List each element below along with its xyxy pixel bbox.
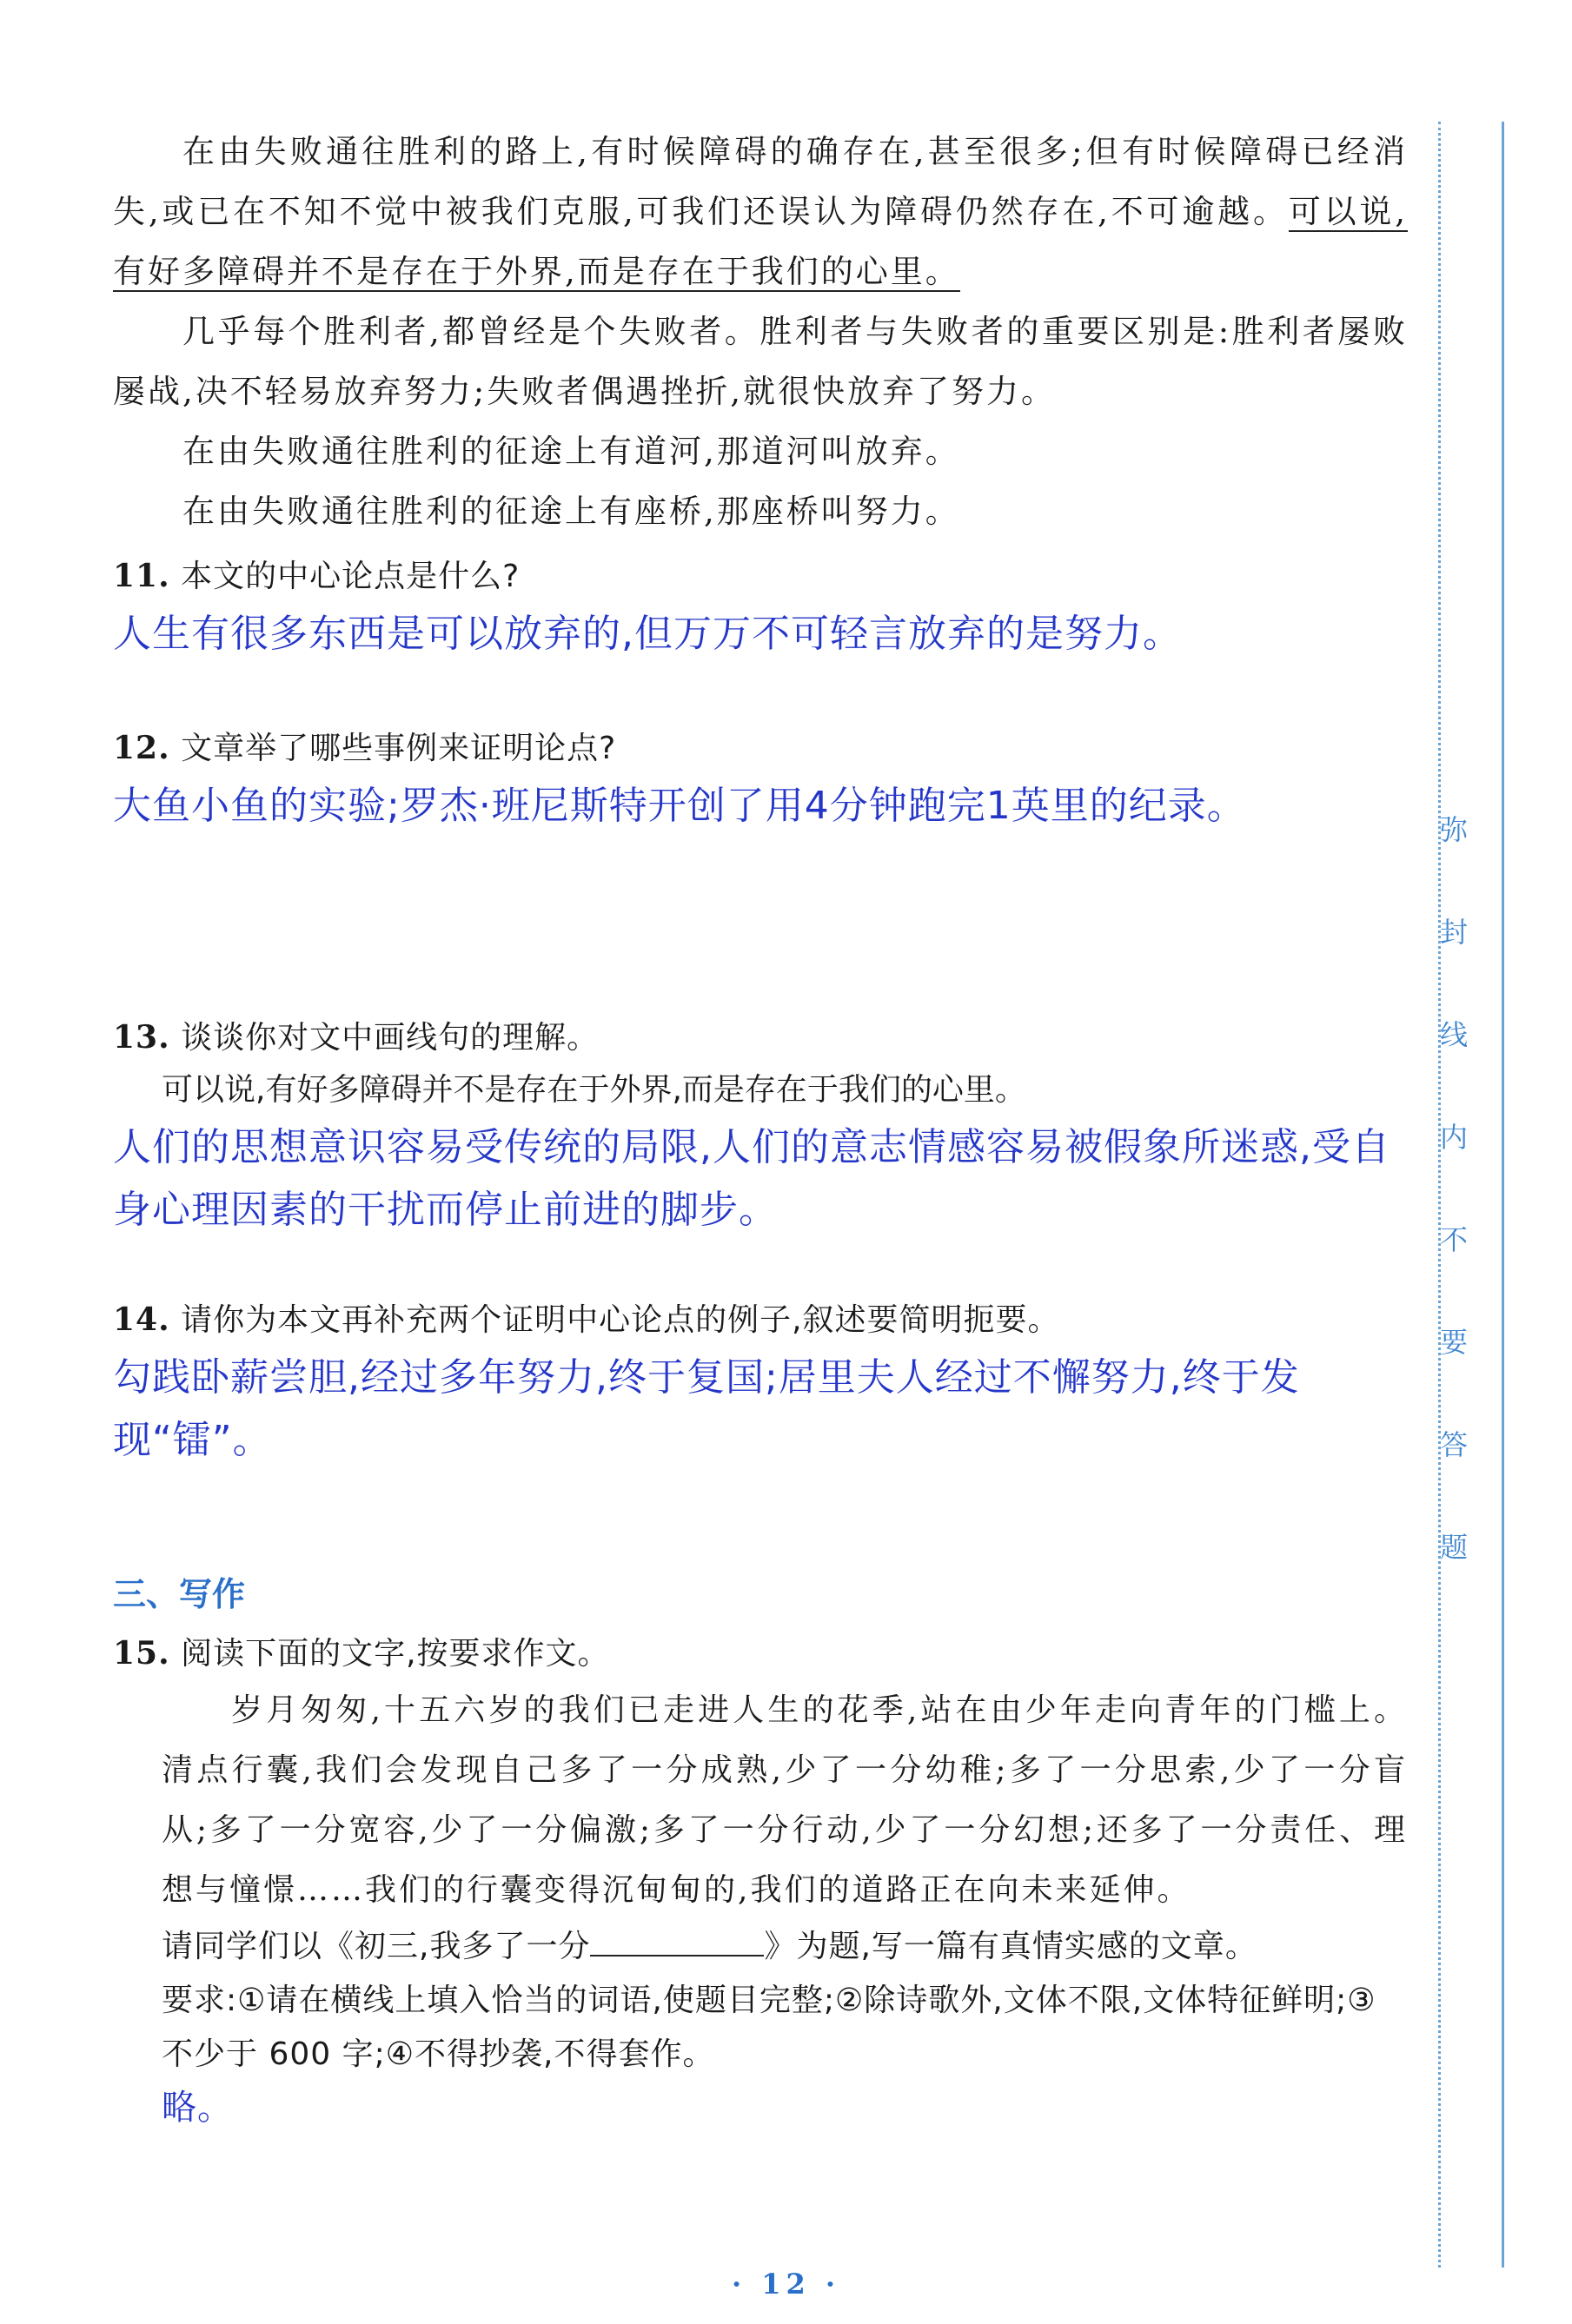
question-14: 14. 请你为本文再补充两个证明中心论点的例子,叙述要简明扼要。	[113, 1301, 1060, 1338]
page-number: · 12 ·	[731, 2268, 841, 2301]
underlined-sentence: 可以说,有好多障碍并不是存在于外界,而是存在于我们的心里。	[113, 193, 1408, 290]
answer-14: 勾践卧薪尝胆,经过多年努力,终于复国;居里夫人经过不懈努力,终于发现“镭”。	[113, 1355, 1300, 1462]
content-area	[113, 122, 1408, 2134]
answer-11: 人生有很多东西是可以放弃的,但万万不可轻言放弃的是努力。	[113, 612, 1182, 656]
answer-12: 大鱼小鱼的实验;罗杰·班尼斯特开创了用4分钟跑完1英里的纪录。	[113, 784, 1246, 828]
writing-requirements: 要求:①请在横线上填入恰当的词语,使题目完整;②除诗歌外,文体不限,文体特征鲜明;③不少于 600 字;④不得抄袭,不得套作。	[162, 1983, 1376, 2072]
passage-paragraph-2: 几乎每个胜利者,都曾经是个失败者。胜利者与失败者的重要区别是:胜利者屡败屡战,决不轻易放弃努力;失败者偶遇挫折,就很快放弃了努力。	[113, 313, 1408, 410]
section-title: 三、写作	[113, 1575, 246, 1613]
question-11: 11. 本文的中心论点是什么?	[113, 558, 521, 594]
answer-13: 人们的思想意识容易受传统的局限,人们的意志情感容易被假象所迷惑,受自身心理因素的干扰而停止前进的脚步。	[113, 1125, 1390, 1232]
question-12: 12. 文章举了哪些事例来证明论点?	[113, 730, 617, 766]
question-15: 15. 阅读下面的文字,按要求作文。	[113, 1635, 610, 1672]
writing-title-line: 请同学们以《初三,我多了一分 》为题,写一篇有真情实感的文章。	[162, 1929, 1257, 1964]
writing-prompt: 岁月匆匆,十五六岁的我们已走进人生的花季,站在由少年走向青年的门槛上。清点行囊,我们会发现自己多了一分成熟,少了一分幼稚;多了一分思索,少了一分盲从;多了一分宽容,少了一分偏激;多了一分行动,少了一分幻想;还多了一分责任、理想与憧憬……我们的行囊变得沉甸甸的,我们的道路正在向未来延伸。	[162, 1692, 1408, 1908]
question-13: 13. 谈谈你对文中画线句的理解。	[113, 1019, 600, 1056]
page-edge-line	[1502, 122, 1504, 2268]
question-13-quote: 可以说,有好多障碍并不是存在于外界,而是存在于我们的心里。	[162, 1072, 1026, 1108]
passage-paragraph-3: 在由失败通往胜利的征途上有道河,那道河叫放弃。	[182, 433, 960, 470]
answer-15: 略。	[162, 2088, 233, 2128]
seal-text: 弥 封 线 内 不 要 答 题	[1439, 813, 1468, 1564]
title-blank[interactable]	[590, 1929, 764, 1957]
writing-block	[113, 1680, 1408, 2134]
passage-paragraph-4: 在由失败通往胜利的征途上有座桥,那座桥叫努力。	[182, 493, 960, 530]
passage-paragraph-1: 在由失败通往胜利的路上,有时候障碍的确存在,甚至很多;但有时候障碍已经消失,或已在不知不觉中被我们克服,可我们还误认为障碍仍然存在,不可逾越。可以说,有好多障碍并不是存在于外界,而是存在于我们的心里。	[113, 133, 1408, 290]
